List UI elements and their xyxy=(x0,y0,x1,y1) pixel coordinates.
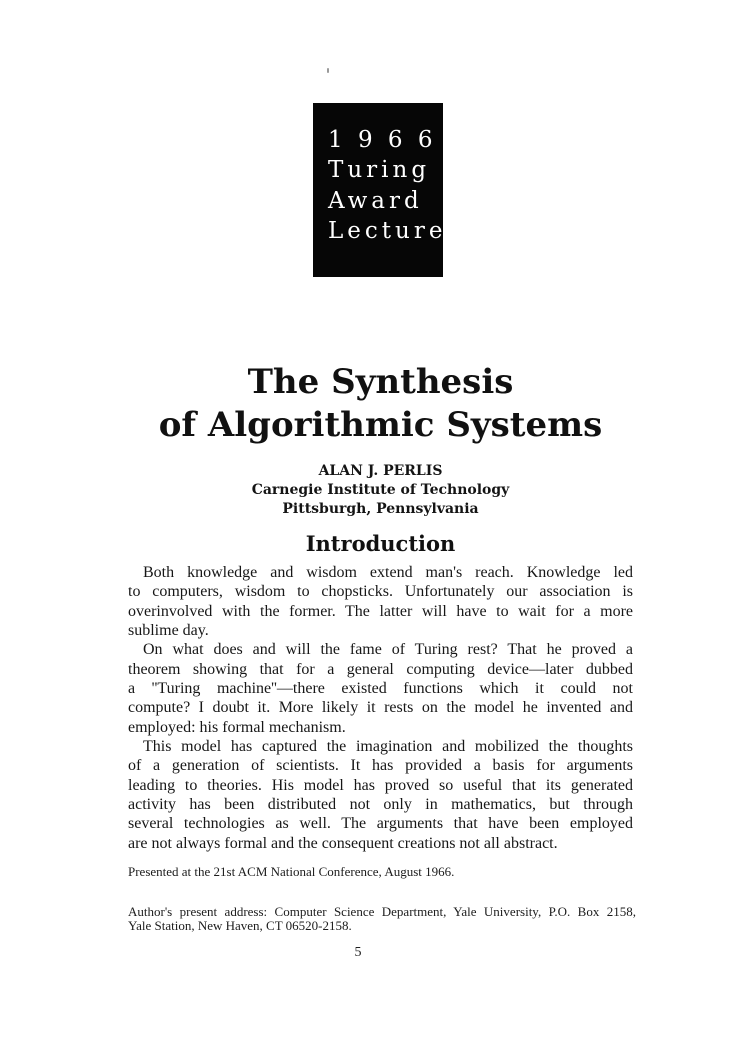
text-line: On what does and will the fame of Turing rest? That he proved a xyxy=(143,641,633,659)
text-line: Author's present address: Computer Science Department, Yale University, P.O. Box 2158, xyxy=(128,904,636,919)
turing-award-badge xyxy=(313,103,447,277)
text-line: 1 9 6 6 xyxy=(328,127,437,153)
footnote-author-address xyxy=(128,905,636,933)
text-line: of a generation of scientists. It has provided a basis for arguments xyxy=(128,757,633,775)
author-name: ALAN J. PERLIS xyxy=(318,463,443,479)
scan-artifact xyxy=(327,68,329,73)
text-line: employed: his formal mechanism. xyxy=(128,718,346,736)
text-line: Lecture xyxy=(328,218,447,245)
author-affiliation: Carnegie Institute of Technology xyxy=(251,482,510,498)
text-line: theorem showing that for a general computing device—later dubbed xyxy=(128,660,633,678)
body-text xyxy=(128,563,633,853)
text-line: Presented at the 21st ACM National Conference, August 1966. xyxy=(128,864,455,879)
text-line: a ''Turing machine''—there existed functions which it could not xyxy=(128,680,633,698)
text-line: activity has been distributed not only in mathematics, but through xyxy=(128,796,633,814)
paragraph-1 xyxy=(128,563,633,640)
text-line: Award xyxy=(328,187,423,214)
text-line: sublime day. xyxy=(128,622,209,640)
paragraph-3 xyxy=(128,737,633,853)
text-line: compute? I doubt it. More likely it rests on the model he invented and xyxy=(128,699,633,717)
section-heading: Introduction xyxy=(305,531,456,556)
footnote-presented-at xyxy=(128,864,636,879)
page-title xyxy=(128,361,633,447)
text-line: are not always formal and the consequent creations not all abstract. xyxy=(128,834,558,852)
title-line-2: of Algorithmic Systems xyxy=(158,405,603,445)
text-line: Yale Station, New Haven, CT 06520-2158. xyxy=(128,918,352,933)
author-block xyxy=(128,462,633,519)
text-line: overinvolved with the former. The latter will have to wait for a more xyxy=(128,602,633,620)
paragraph-2 xyxy=(128,640,633,737)
author-location: Pittsburgh, Pennsylvania xyxy=(282,501,479,517)
text-line: Both knowledge and wisdom extend man's reach. Knowledge led xyxy=(143,564,633,581)
text-line: leading to theories. His model has proved so useful that its generated xyxy=(128,776,633,794)
text-line: several technologies as well. The arguments that have been employed xyxy=(128,815,633,833)
text-line: This model has captured the imagination and mobilized the thoughts xyxy=(143,738,633,756)
text-line: to computers, wisdom to chopsticks. Unfortunately our association is xyxy=(128,583,633,601)
text-line: Turing xyxy=(328,157,431,184)
title-line-1: The Synthesis xyxy=(247,362,514,402)
page-number: 5 xyxy=(354,945,362,960)
